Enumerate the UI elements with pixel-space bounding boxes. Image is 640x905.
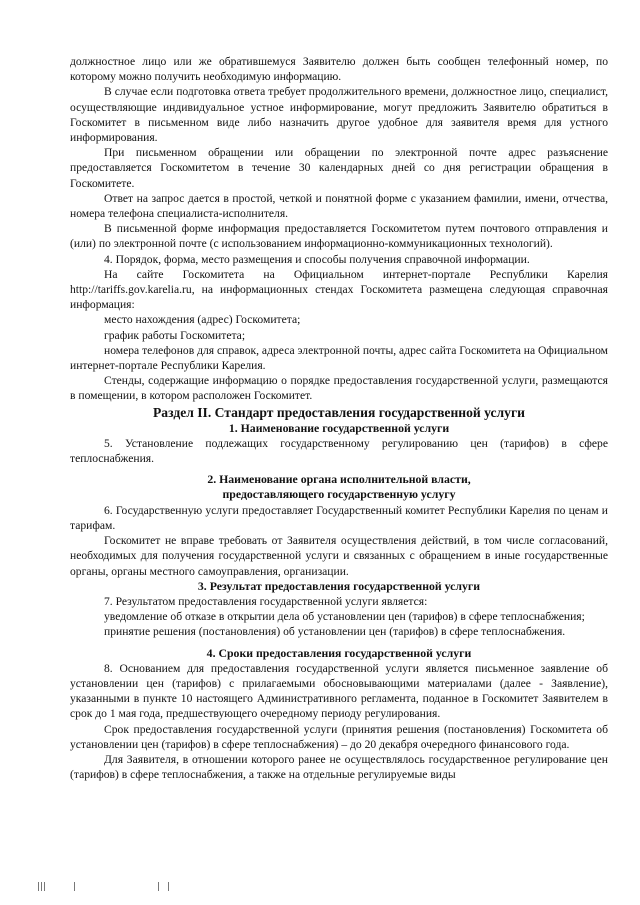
paragraph: Срок предоставления государственной услуги (принятия решения (постановления) Госкомитета об установлении цен (тарифов) в сфере теплоснабжения) – до 20 декабря очередного финансового года. bbox=[70, 722, 608, 751]
document-body bbox=[70, 54, 608, 782]
scan-mark bbox=[168, 882, 169, 891]
paragraph: 7. Результатом предоставления государственной услуги является: bbox=[104, 594, 428, 608]
scan-mark bbox=[38, 882, 39, 891]
paragraph: номера телефонов для справок, адреса электронной почты, адрес сайта Госкомитета на Официальном интернет-портале Республики Карелия. bbox=[70, 343, 608, 373]
paragraph: график работы Госкомитета; bbox=[104, 328, 246, 342]
paragraph: 5. Установление подлежащих государственному регулированию цен (тарифов) в сфере теплоснабжения. bbox=[70, 436, 608, 466]
section-title: Раздел II. Стандарт предоставления государственной услуги bbox=[153, 404, 525, 420]
paragraph: Стенды, содержащие информацию о порядке предоставления государственной услуги, размещаются в помещении, в котором расположен Госкомитет. bbox=[70, 374, 608, 403]
paragraph: 8. Основанием для предоставления государственной услуги является письменное заявление об установлении цен (тарифов) с прилагаемыми обосновывающими материалами (далее - Заявление), указанными в пункте 10 настоящего Административного регламента, поданное в Госкомитет Заявителем в срок до 1 мая года, предшествующего очередному периоду регулирования. bbox=[70, 661, 608, 721]
subsection-title: 3. Результат предоставления государственной услуги bbox=[197, 578, 481, 593]
paragraph: Ответ на запрос дается в простой, четкой и понятной форме с указанием фамилии, имени, отчества, номера телефона специалиста-исполнителя. bbox=[70, 191, 608, 221]
subsection-title: 2. Наименование органа исполнительной власти, bbox=[207, 472, 471, 487]
paragraph: Для Заявителя, в отношении которого ранее не осуществлялось государственное регулирование цен (тарифов) в сфере теплоснабжения, а также на отдельные регулируемые виды bbox=[70, 752, 608, 782]
paragraph: На сайте Госкомитета на Официальном интернет-портале Республики Карелия http://tariffs.gov.karelia.ru, на информационных стендах Госкомитета размещена следующая справочная информация: bbox=[70, 267, 608, 312]
scan-mark bbox=[44, 882, 45, 891]
scan-artifacts bbox=[38, 882, 198, 892]
subsection-title-continued: предоставляющего государственную услугу bbox=[222, 487, 456, 502]
paragraph: должностное лицо или же обратившемуся Заявителю должен быть сообщен телефонный номер, по которому можно получить необходимую информацию. bbox=[70, 55, 608, 84]
paragraph: В письменной форме информация предоставляется Госкомитетом путем почтового отправления и (или) по электронной почте (с использованием информационно-коммуникационных технологий). bbox=[70, 222, 608, 251]
subsection-title: 1. Наименование государственной услуги bbox=[228, 420, 450, 435]
subsection-title: 4. Сроки предоставления государственной услуги bbox=[206, 645, 472, 660]
paragraph: 6. Государственную услуги предоставляет Государственный комитет Республики Карелия по ценам и тарифам. bbox=[70, 503, 608, 532]
paragraph: уведомление об отказе в открытии дела об установлении цен (тарифов) в сфере теплоснабжения; bbox=[104, 610, 585, 624]
scan-mark bbox=[74, 882, 75, 891]
paragraph: принятие решения (постановления) об установлении цен (тарифов) в сфере теплоснабжения. bbox=[104, 625, 566, 639]
scan-mark bbox=[158, 882, 159, 891]
paragraph: место нахождения (адрес) Госкомитета; bbox=[104, 313, 301, 327]
paragraph: 4. Порядок, форма, место размещения и способы получения справочной информации. bbox=[104, 252, 530, 266]
paragraph: При письменном обращении или обращении по электронной почте адрес разъяснение предоставляется Госкомитетом в течение 30 календарных дней со дня регистрации обращения в Госкомитете. bbox=[70, 146, 608, 190]
paragraph: В случае если подготовка ответа требует продолжительного времени, должностное лицо, специалист, осуществляющие индивидуальное устное информирование, могут предложить Заявителю обратиться в Госкомитет в письменном виде либо назначить другое удобное для заявителя время для устного информирования. bbox=[70, 85, 608, 145]
paragraph: Госкомитет не вправе требовать от Заявителя осуществления действий, в том числе согласований, необходимых для получения государственной услуги и связанных с обращением в иные государственные органы, органы местного самоуправления, организации. bbox=[70, 534, 608, 578]
scan-mark bbox=[41, 882, 42, 891]
